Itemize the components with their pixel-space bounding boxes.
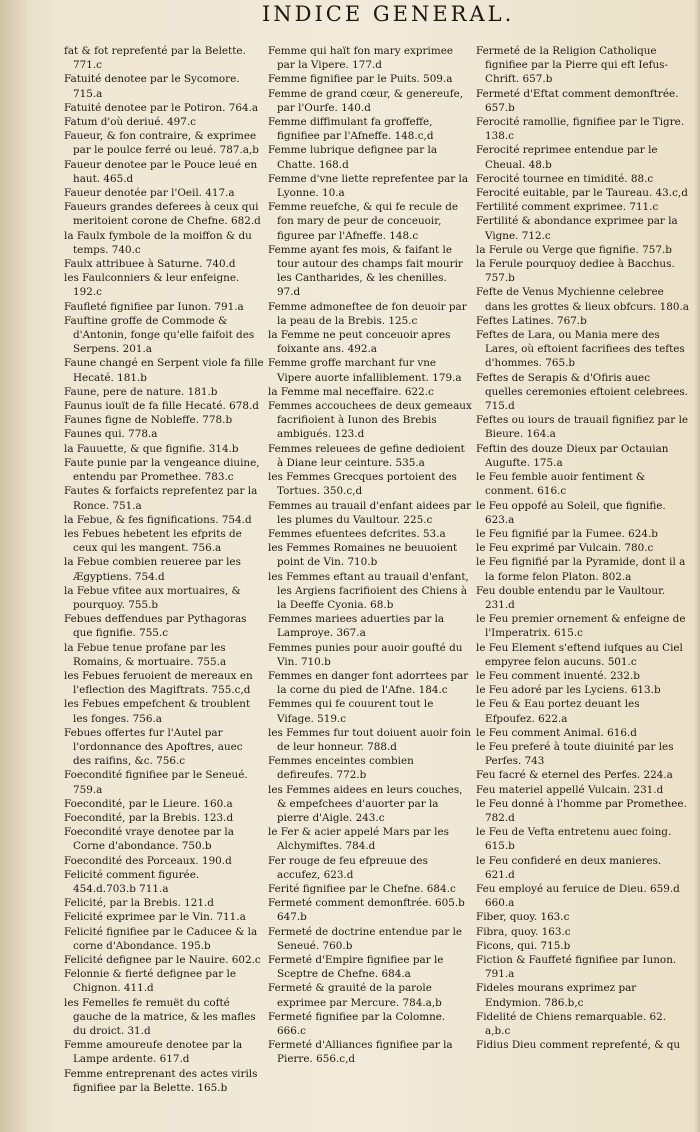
index-entry: Ficons, qui. 715.b	[476, 939, 571, 952]
index-entry: les Femmes aidees en leurs couches, & empefchees d'auorter par la pierre d'Aigle. 243.c	[268, 783, 463, 824]
index-entry: Fiber, quoy. 163.c	[476, 911, 570, 924]
index-entry: la Ferule pourquoy dediee à Bacchus. 757.b	[476, 258, 675, 285]
index-entry: Faueur denotee par le Pouce leué en haut. 465.d	[64, 158, 258, 185]
page-edge-shadow	[0, 0, 30, 1132]
index-entry: Fidelité de Chiens remarquable. 62. a,b.c	[476, 1010, 667, 1038]
index-entry: Fautes & forfaicts reprefentez par la Ronce. 751.a	[64, 485, 258, 512]
index-entry: Femmes punies pour auoir goufté du Vin. 710.b	[268, 641, 463, 668]
index-entry: Femme ayant fes mois, & faifant le tour autour des champs fait mourir les Cantharides, & les chenilles. 97.d	[268, 243, 463, 299]
index-entry: la Febue vfitee aux mortuaires, & pourquoy. 755.b	[64, 584, 241, 611]
index-entry: Fatuité denotee par le Potiron. 764.a	[64, 101, 259, 114]
index-entry: Feu double entendu par le Vaultour. 231.d	[476, 584, 666, 611]
index-entry: Faunus iouït de fa fille Hecaté. 678.d	[64, 400, 259, 413]
index-entry: Ferocité reprimee entendue par le Cheual. 48.b	[476, 144, 658, 171]
index-entry: Femme fignifiee par le Puits. 509.a	[268, 73, 453, 86]
index-entry: Fauftine groffe de Commode & d'Antonin, fonge qu'elle faifoit des Serpens. 201.a	[64, 314, 255, 356]
index-entry: le Feu & Eau portez deuant les Efpoufez. 622.a	[476, 698, 640, 725]
page-gutter-shadow	[694, 0, 700, 1132]
index-entry: Felicité fignifiee par le Caducee & la corne d'Abondance. 195.b	[64, 925, 258, 952]
index-entry: Faufleté fignifiee par Iunon. 791.a	[64, 300, 244, 313]
index-entry: le Feu femble auoir fentiment & conment. 616.c	[476, 471, 646, 498]
index-entry: Fermeté de doctrine entendue par le Seneué. 760.b	[268, 925, 463, 952]
index-entry: Femme diffimulant fa groffeffe, fignifiee par l'Afneffe. 148.c,d	[268, 116, 434, 143]
index-entry: Felonnie & fierté defignee par le Chignon. 411.d	[64, 968, 237, 995]
index-entry: Faueurs grandes deferees à ceux qui meritoient corone de Chefne. 682.d	[64, 201, 261, 228]
index-entry: le Feu preferé à toute diuinité par les Perfes. 743	[476, 740, 674, 768]
index-entry: la Febue tenue profane par les Romains, & mortuaire. 755.a	[64, 641, 227, 668]
index-entry: la Febue, & fes fignifications. 754.d	[64, 513, 252, 526]
index-entry: Femme groffe marchant fur vne Vipere auorte infalliblement. 179.a	[268, 357, 462, 384]
index-entry: Fermeté d'Eftat comment demonftrée. 657.b	[476, 87, 679, 114]
index-entry: Foecondité fignifiee par le Seneué. 759.a	[64, 769, 248, 796]
index-entry: le Feu confideré en deux manieres. 621.d	[476, 854, 662, 881]
index-entry: Feftes de Lara, ou Mania mere des Lares, où eftoient facrifiees des teftes d'hommes. 765.b	[476, 329, 685, 370]
index-entry: le Feu comment inuenté. 232.b	[476, 669, 640, 682]
index-entry: les Femmes Romaines ne beuuoient point de Vin. 710.b	[268, 542, 458, 569]
index-entry: Feu materiel appellé Vulcain. 231.d	[476, 783, 664, 796]
index-entry: le Feu premier ornement & enfeigne de l'Imperatrix. 615.c	[476, 613, 686, 640]
index-column-1	[64, 44, 264, 1095]
index-entry: Femmes releuees de gefine dedioient à Diane leur ceinture. 535.a	[268, 442, 465, 469]
index-entry: le Feu fignifié par la Fumee. 624.b	[476, 527, 658, 540]
index-entry: Feftes Latines. 767.b	[476, 314, 587, 327]
index-entry: Femmes qui fe couurent tout le Vifage. 519.c	[268, 698, 434, 725]
index-entry: Fertilité comment exprimee. 711.c	[476, 201, 659, 214]
index-entry: Fideles mourans exprimez par Endymion. 786.b,c	[476, 982, 637, 1009]
index-entry: Felicité defignee par le Nauire. 602.c	[64, 954, 261, 966]
index-entry: Femme entreprenant des actes virils fignifiee par la Belette. 165.b	[64, 1067, 258, 1094]
index-entry: Felicité comment figurée. 454.d.703.b 711.a	[64, 868, 200, 895]
index-entry: Femmes au trauail d'enfant aidees par les plumes du Vaultour. 225.c	[268, 499, 472, 526]
index-entry: Fermeté & grauité de la parole exprimee par Mercure. 784.a,b	[268, 982, 442, 1009]
index-entry: Faune, pere de nature. 181.b	[64, 385, 218, 398]
index-entry: les Femmes fur tout doiuent auoir foin de leur honneur. 788.d	[268, 726, 471, 753]
index-entry: le Feu exprimé par Vulcain. 780.c	[476, 542, 654, 555]
index-entry: Feftes de Serapis & d'Ofiris auec quelles ceremonies eftoient celebrees. 715.d	[476, 371, 688, 413]
index-entry: les Femmes Grecques portoient des Tortues. 350.c,d	[268, 471, 457, 498]
index-entry: Faunes figne de Nobleffe. 778.b	[64, 414, 233, 427]
index-entry: Femme admoneftee de fon deuoir par la peau de la Brebis. 125.c	[268, 300, 467, 327]
index-entry: le Feu adoré par les Lyciens. 613.b	[476, 684, 661, 697]
index-entry: la Febue combien reueree par les Ægyptiens. 754.d	[64, 556, 241, 583]
index-entry: Ferocité tournee en timidité. 88.c	[476, 172, 654, 185]
index-entry: la Ferule ou Verge que fignifie. 757.b	[476, 243, 672, 256]
index-entry: Femme d'vne liette reprefentee par la Lyonne. 10.a	[268, 172, 469, 200]
index-entry: Fermeté comment demonftrée. 605.b 647.b	[268, 897, 465, 924]
index-entry: Femme lubrique defignee par la Chatte. 168.d	[268, 144, 438, 171]
index-entry: Feftes ou iours de trauail fignifiez par le Bieure. 164.a	[476, 414, 689, 441]
index-entry: Feu facré & eternel des Perfes. 224.a	[476, 769, 673, 782]
running-title: INDICE GENERAL.	[262, 2, 515, 26]
index-entry: Faunes qui. 778.a	[64, 428, 158, 441]
index-entry: Febues offertes fur l'Autel par l'ordonnance des Apoftres, auec des raifins, &c. 756.c	[64, 726, 243, 768]
index-entry: Fatuité denotee par le Sycomore. 715.a	[64, 73, 240, 100]
index-entry: Febues deffendues par Pythagoras que fignifie. 755.c	[64, 613, 247, 640]
index-entry: Fertilité & abondance exprimee par la Vigne. 712.c	[476, 215, 678, 242]
index-entry: Femmes mariees aduerties par la Lamproye. 367.a	[268, 613, 445, 640]
index-entry: Fer rouge de feu efpreuue des accufez, 623.d	[268, 854, 428, 881]
index-entry: Felicité exprimee par le Vin. 711.a	[64, 911, 246, 924]
index-column-3	[476, 44, 690, 1052]
index-entry: Femme qui haït fon mary exprimee par la Vipere. 177.d	[268, 45, 453, 72]
index-entry: Femmes efuentees defcrites. 53.a	[268, 527, 446, 540]
index-entry: la Fauuette, & que fignifie. 314.b	[64, 442, 239, 455]
index-entry: Femme amoureufe denotee par la Lampe ardente. 617.d	[64, 1039, 243, 1066]
index-entry: le Feu oppofé au Soleil, que fignifie. 623.a	[476, 499, 666, 526]
index-entry: Fermeté d'Empire fignifiee par le Sceptre de Chefne. 684.a	[268, 954, 444, 981]
index-entry: Foecondité, par la Brebis. 123.d	[64, 811, 234, 824]
index-entry: Foecondité des Porceaux. 190.d	[64, 854, 232, 867]
index-entry: Femmes en danger font adorrtees par la corne du pied de l'Afne. 184.c	[268, 669, 469, 697]
index-entry: Faueur denotée par l'Oeil. 417.a	[64, 187, 235, 200]
index-entry: Felicité, par la Brebis. 121.d	[64, 897, 214, 910]
index-entry: le Feu Element s'eftend iufques au Ciel empyree felon aucuns. 501.c	[476, 641, 683, 668]
index-entry: les Febues hebetent les efprits de ceux qui les mangent. 756.a	[64, 527, 242, 555]
index-entry: Fermeté fignifiee par la Colomne. 666.c	[268, 1010, 446, 1038]
index-entry: Feftin des douze Dieux par Octauian Augufte. 175.a	[476, 442, 669, 469]
index-entry: Fermeté de la Religion Catholique fignifiee par la Pierre qui eft Iefus-Chrift. 657.b	[476, 45, 668, 86]
index-entry: Fibra, quoy. 163.c	[476, 925, 571, 938]
page-header	[0, 2, 700, 36]
index-entry: Ferocité ramollie, fignifiee par le Tigre. 138.c	[476, 116, 685, 143]
index-entry: le Feu comment Animal. 616.d	[476, 726, 637, 739]
index-entry: Femmes accouchees de deux gemeaux facrifioient à Iunon des Brebis ambigués. 123.d	[268, 400, 472, 441]
index-entry: le Feu de Vefta entretenu auec foing. 615.b	[476, 826, 672, 853]
index-entry: Fermeté d'Alliances fignifiee par la Pierre. 656.c,d	[268, 1039, 453, 1066]
index-entry: Foecondité, par le Lieure. 160.a	[64, 797, 233, 810]
index-entry: le Fer & acier appelé Mars par les Alchymiftes. 784.d	[268, 826, 449, 853]
index-entry: Femme de grand cœur, & genereufe, par l'Ourfe. 140.d	[268, 87, 464, 114]
index-entry: la Faulx fymbole de la moiffon & du temps. 740.c	[64, 229, 252, 256]
index-entry: Faune changé en Serpent viole fa fille Hecaté. 181.b	[64, 357, 264, 384]
index-entry: Foecondité vraye denotee par la Corne d'abondance. 750.b	[64, 826, 234, 853]
index-entry: Ferité fignifiee par le Chefne. 684.c	[268, 882, 456, 895]
index-entry: Ferocité euitable, par le Taureau. 43.c,d	[476, 187, 688, 200]
index-entry: la Femme ne peut conceuoir apres foixante ans. 492.a	[268, 329, 451, 356]
index-entry: les Faulconniers & leur enfeigne. 192.c	[64, 272, 240, 299]
index-entry: les Femelles fe remuët du cofté gauche de la matrice, & les mafles du droict. 31.d	[64, 996, 256, 1038]
index-entry: la Femme mal neceffaire. 622.c	[268, 385, 434, 398]
index-entry: les Febues empefchent & troublent les fonges. 756.a	[64, 698, 251, 725]
index-entry: Fidius Dieu comment reprefenté, & qu	[476, 1039, 681, 1052]
index-entry: Fefte de Venus Mychienne celebree dans les grottes & lieux obfcurs. 180.a	[476, 286, 689, 313]
index-entry: les Femmes eftant au trauail d'enfant, les Argiens facrifioient des Chiens à la Deeffe Cyonia. 68.b	[268, 570, 469, 611]
index-entry: Faueur, & fon contraire, & exprimee par le poulce ferré ou leué. 787.a,b	[64, 130, 259, 157]
index-entry: Faulx attribuee à Saturne. 740.d	[64, 258, 236, 271]
index-entry: le Feu donné à l'homme par Promethee. 782.d	[476, 797, 687, 824]
index-entry: fat & fot reprefenté par la Belette. 771.c	[64, 45, 246, 72]
index-entry: Fiction & Fauffeté fignifiee par Iunon. 791.a	[476, 954, 677, 981]
index-entry: le Feu fignifié par la Pyramide, dont il a la forme felon Platon. 802.a	[476, 556, 686, 583]
index-column-2	[268, 44, 472, 1067]
index-entry: Femme reuefche, & qui fe recule de fon mary de peur de conceuoir, figuree par l'Afneffe. 148.c	[268, 201, 459, 242]
index-entry: Femmes enceintes combien defireufes. 772.b	[268, 755, 414, 782]
index-entry: Fatum d'où deriué. 497.c	[64, 116, 196, 129]
index-entry: Faute punie par la vengeance diuine, entendu par Promethee. 783.c	[64, 456, 260, 484]
index-entry: les Febues feruoient de mereaux en l'eflection des Magiftrats. 755.c,d	[64, 669, 253, 697]
index-entry: Feu employé au feruice de Dieu. 659.d 660.a	[476, 882, 680, 910]
